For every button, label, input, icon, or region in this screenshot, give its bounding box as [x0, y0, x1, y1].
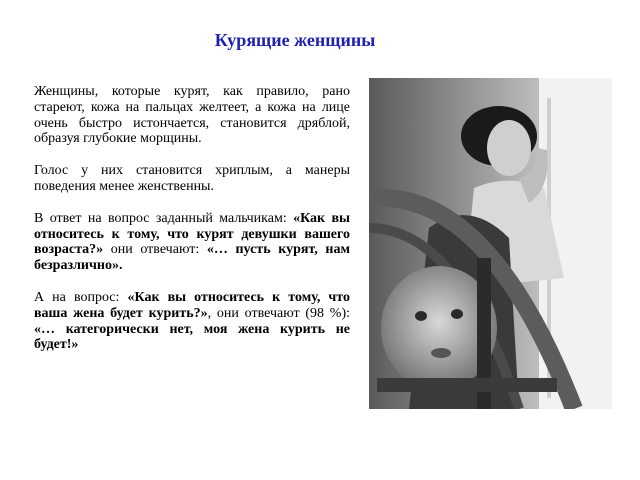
body-text [34, 84, 350, 369]
photo-illustration [369, 78, 612, 409]
boys-survey-mid: они отвечают: [103, 242, 207, 258]
paragraph-wife-survey [34, 290, 350, 353]
boys-survey-answer: «… пусть курят, нам безразлично». [34, 242, 350, 274]
wife-survey-question: «Как вы относитесь к тому, что ваша жена будет курить?» [34, 289, 350, 321]
boys-survey-question: «Как вы относитесь к тому, что курят девушки вашего возраста?» [34, 210, 350, 258]
wife-survey-intro: А на вопрос: [34, 289, 128, 305]
wife-survey-mid: , они отвечают (98 %): [207, 305, 351, 321]
paragraph-voice: Голос у них становится хриплым, а манеры поведения менее женственны. [34, 163, 350, 194]
smoking-woman-photo [369, 78, 612, 409]
paragraph-boys-survey [34, 211, 350, 274]
boys-survey-intro: В ответ на вопрос заданный мальчикам: [34, 210, 294, 226]
wife-survey-answer: «… категорически нет, моя жена курить не будет!» [34, 321, 350, 353]
paragraph-aging: Женщины, которые курят, как правило, рано стареют, кожа на пальцах желтеет, а кожа на лице очень быстро истончается, становится дряблой, образуя глубокие морщины. [34, 84, 350, 147]
page-title: Курящие женщины [214, 30, 376, 50]
